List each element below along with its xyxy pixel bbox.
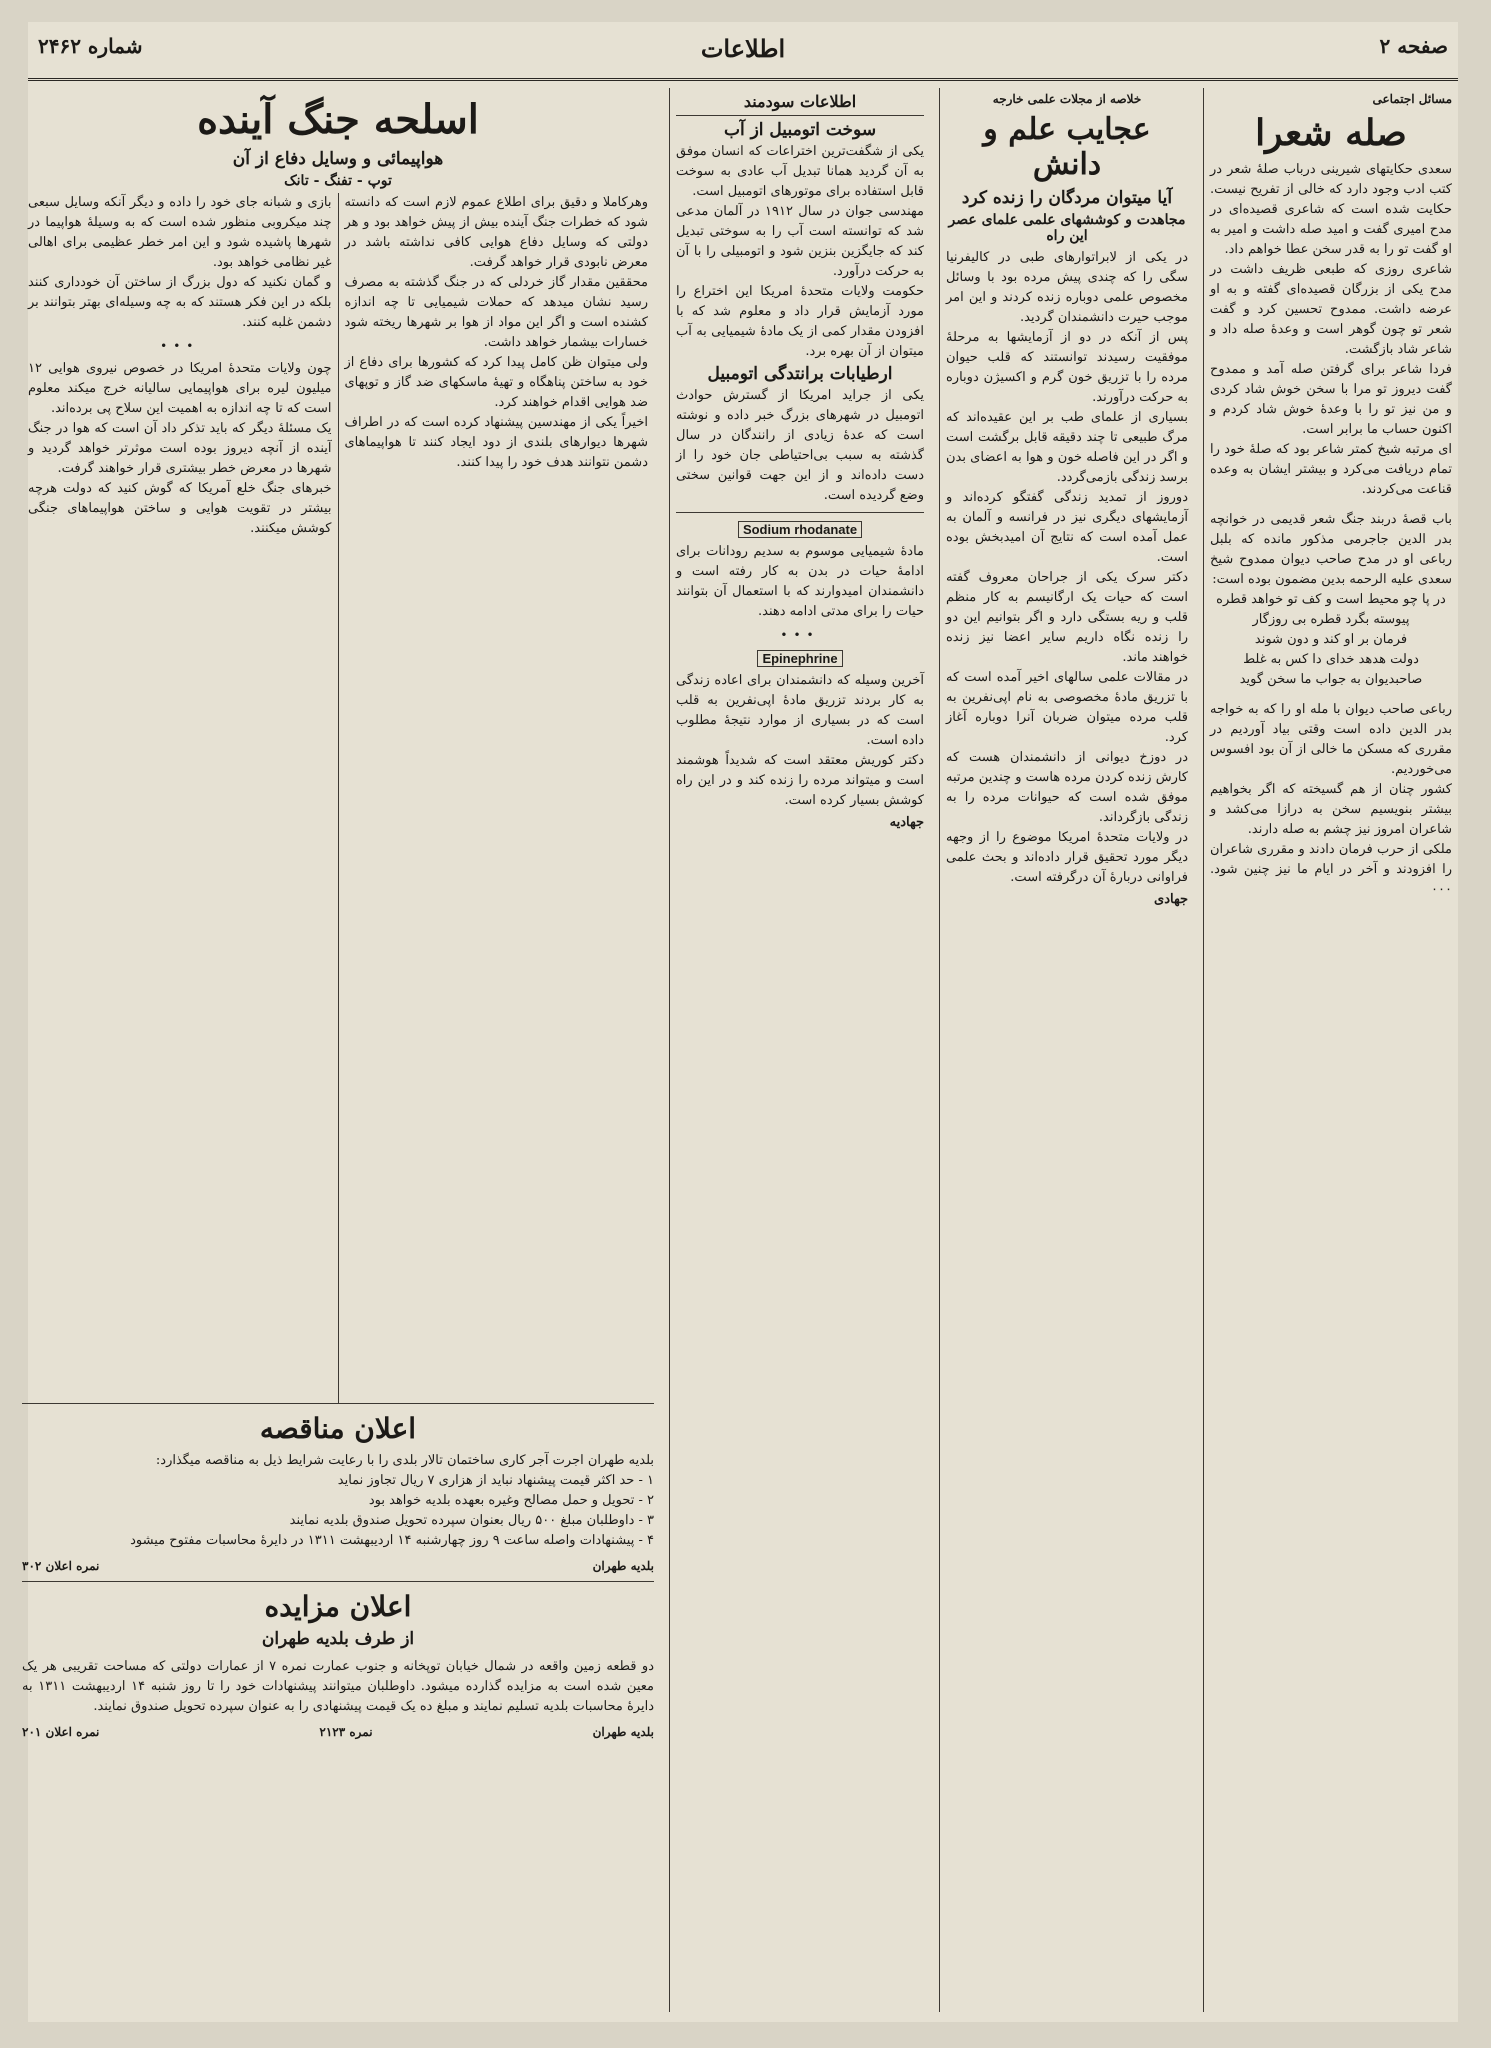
paragraph: رباعی صاحب دیوان با مله او را که به خواجه بدر الدین داده است وقتی بیاد آوردیم در مقرری که مسکن ما خالی از آن بود افسوس می‌خوردیم.	[1210, 702, 1452, 777]
column-science-wonders	[940, 92, 1194, 2012]
paragraph: دوروز از تمدید زندگی گفتگو کرده‌اند و آزمایشهای دیگری نیز در فرانسه و آلمان به عمل آمده است که نتایج آن امیدبخش بوده است.	[946, 490, 1188, 565]
section-rubric: اطلاعات سودمند	[676, 92, 924, 116]
signoff: جهادیه	[889, 815, 924, 830]
paragraph: شاعری روزی که طبعی ظریف داشت در مدح یکی از بزرگان قصیده‌ای گفته و به او عرضه داشت. ممدوح تحسین کرد و گفت شعر تو چون گوهر است و وعدهٔ صله داد و شاعر شاد بازگشت.	[1210, 262, 1452, 357]
paragraph: دکتر سرک یکی از جراحان معروف گفته است که حیات یک ارگانیسم به کار منظم قلب و ریه بستگی دارد و اگر بتوانیم این دو را زنده نگاه داریم سایر اعضا نیز زنده خواهند ماند.	[946, 570, 1188, 665]
section-title: سوخت اتومبیل از آب	[723, 120, 877, 140]
auction-notice	[22, 1590, 654, 1739]
epinephrine-label: Epinephrine	[757, 650, 842, 667]
paragraph: یکی از جراید امریکا از گسترش حوادث اتومبیل در شهرهای بزرگ خبر داده و نوشته است که عدهٔ زیادی از رانندگان در سال گذشته به سبب بی‌احتیاطی جان خود را از دست داده‌اند و از این جهت قوانین سختی وضع گردیده است.	[676, 388, 924, 503]
article-body	[22, 193, 654, 1404]
section-rubric: خلاصه از مجلات علمی خارجه	[992, 92, 1142, 106]
poem-line: دولت هدهد خدای دا کس به غلط	[1243, 652, 1419, 667]
paragraph: محققین مقدار گاز خردلی که در جنگ گذشته به مصرف رسید نشان میدهد که حملات شیمیایی تا چه اندازه کشنده است و اگر این مواد از هوا بر شهرها ریخته شود خسارات بیشمار خواهد داشت.	[344, 275, 648, 350]
paragraph: آخرین وسیله که دانشمندان برای اعاده زندگی به کار بردند تزریق مادهٔ اپی‌نفرین به قلب است که در بسیاری از موارد نتیجهٔ مطلوب داده است.	[676, 673, 924, 748]
paragraph: پس از آنکه در دو از آزمایشها به مرحلهٔ موفقیت رسیدند توانستند که قلب حیوان مرده را با تزریق خون گرم و اکسیژن دوباره به حرکت درآورند.	[946, 330, 1188, 405]
page-label: صفحه ۲	[1379, 34, 1448, 58]
closing-paragraph: ملکی از حرب فرمان دادند و مقرری شاعران را افزودند و آخر در ایام ما نیز چنین شود. ۰۰۰	[1210, 842, 1452, 897]
notice-number: نمره اعلان ۳۰۲	[22, 1559, 100, 1573]
ornament: •••	[160, 339, 200, 353]
auction-ref: نمره ۲۱۲۳	[319, 1725, 373, 1739]
article-subcolumn	[338, 193, 655, 1403]
divider-rule	[676, 512, 924, 513]
paragraph: خبر‌های جنگ خلع آمریکا که گوش کنید که دولت هرچه بیشتر در تقویت هوایی و ساختن هواپیماهای جنگی کوشش میکنند.	[28, 481, 332, 536]
notice-line: بلدیه طهران اجرت آجر کاری ساختمان تالار بلدی را با رعایت شرایط ذیل به مناقصه میگذارد:	[155, 1453, 654, 1468]
article-tagline: توپ - تفنگ - تانک	[284, 173, 392, 189]
sodium-label: Sodium rhodanate	[738, 521, 862, 538]
poem-line: صاحبدیوان به جواب ما سخن گوید	[1239, 672, 1423, 687]
article-title: اسلحه جنگ آینده	[197, 96, 479, 143]
poem-line: در پا چو محیط است و کف تو خواهد قطره	[1216, 592, 1446, 607]
article-title: صله شعرا	[1255, 112, 1407, 154]
issue-number: شماره ۲۴۶۲	[38, 34, 143, 58]
paragraph: یک مسئلهٔ دیگر که باید تذکر داد آن است که هوا در جنگ آینده از آنچه دیروز بوده است موثرتر خواهد گردید و شهرها در معرض خطر بیشتری قرار خواهند گرفت.	[28, 421, 332, 476]
paragraph: سعدی حکایتهای شیرینی درباب صلهٔ شعر در کتب ادب وجود دارد که خالی از تفریح نیست. حکایت شده است که شاعری قصیده‌ای در مدح امیری گفت و امید صله داشت و امیر به او گفت تو را به قدر سخن عطا خواهم داد.	[1210, 162, 1452, 257]
paragraph: حکومت ولایات متحدهٔ امریکا این اختراع را مورد آزمایش قرار داد و معلوم شد که با افزودن مقدار کمی از یک مادهٔ شیمیایی به آب میتوان از آن بهره برد.	[676, 284, 924, 359]
paragraph: یکی از شگفت‌ترین اختراعات که انسان موفق به آن گردید همانا تبدیل آب عادی به سوخت قابل استفاده برای موتورهای اتومبیل است.	[676, 144, 924, 199]
auction-footer	[22, 1725, 654, 1739]
paragraph: و گمان نکنید که دول بزرگ از ساختن آن خودداری کنند بلکه در این فکر هستند که به چه وسیله‌ای بهتر بتوانند بر دشمن غلبه کنند.	[28, 275, 332, 330]
notice-line: ۴ - پیشنهادات واصله ساعت ۹ روز چهارشنبه ۱۴ اردیبهشت ۱۳۱۱ در دایرهٔ محاسبات مفتوح میشود	[130, 1533, 654, 1548]
poem-line: پیوسته بگرد قطره بی روزگار	[1252, 612, 1410, 627]
notice-sign: بلدیه طهران	[592, 1559, 654, 1573]
poem	[1210, 590, 1452, 690]
newspaper-page	[22, 22, 1458, 2022]
paragraph: کشور چنان از هم گسیخته که اگر بخواهیم بیشتر بنویسیم سخن به درازا می‌کشد و شاعران امروز نیز چشم به صله دارند.	[1210, 782, 1452, 837]
article-subcolumn	[22, 193, 338, 1403]
paragraph: در ولایات متحدهٔ امریکا موضوع را از وجهه دیگر مورد تحقیق قرار داده‌اند و بحث علمی فراوانی دربارهٔ آن درگرفته است.	[946, 830, 1188, 885]
auction-text: دو قطعه زمین واقعه در شمال خیابان توپخانه و جنوب عمارت نمره ۷ از عمارات دولتی که مساحت تقریبی هر یک معین شده است به مزایده گذارده میشود. داوطلبان میتوانند پیشنهادات خود را تا روز شنبه ۱۴ اردیبهشت ۱۳۱۱ به دایرهٔ محاسبات بلدیه تسلیم نمایند و مبلغ ده یک قیمت پیشنهادی را به عنوان سپرده تحویل صندوق نمایند.	[22, 1659, 654, 1714]
notice-line: ۳ - داوطلبان مبلغ ۵۰۰ ریال بعنوان سپرده تحویل صندوق بلدیه نمایند	[289, 1513, 654, 1528]
masthead	[28, 22, 1458, 81]
article-subtitle: آیا میتوان مردگان را زنده کرد	[961, 188, 1173, 208]
signoff: جهادی	[1154, 892, 1188, 907]
paragraph: اخیراً یکی از مهندسین پیشنهاد کرده است که در اطراف شهرها دیوارهای بلندی از دود ایجاد کنند تا هواپیماهای دشمن نتوانند هدف خود را پیدا کنند.	[344, 415, 648, 470]
column-useful-info	[670, 92, 930, 2012]
paragraph: بازی و شبانه جای خود را داده و دیگر آنکه وسایل سبعی چند میکروبی منظور شده است که به وسیلهٔ هواپیما در شهرها پاشیده شود و این امر خطر عظیمی برای اهالی غیر نظامی خواهد بود.	[28, 195, 332, 270]
notice-line: ۱ - حد اکثر قیمت پیشنهاد نباید از هزاری ۷ ریال تجاوز نماید	[337, 1473, 654, 1488]
poem-line: فرمان بر او کند و دون شوند	[1254, 632, 1408, 647]
paragraph: دکتر کوریش معتقد است که شدیداً هوشمند است و میتواند مرده را زنده کند و در این راه کوشش بسیار کرده است.	[676, 753, 924, 808]
paper-name: اطلاعات	[700, 34, 786, 63]
article-subtitle: مجاهدت و کوششهای علمی علمای عصر این راه	[948, 212, 1186, 244]
article-title: عجایب علم و دانش	[983, 112, 1151, 182]
paragraph: در دوزخ دیوانی از دانشمندان هست که کارش زنده کردن مرده هاست و چندین مرتبه موفق شده است که حیوانات مرده را به زندگی بازگرداند.	[946, 750, 1188, 825]
paragraph: ولی میتوان ظن کامل پیدا کرد که کشورها برای دفاع از خود به ساختن پناهگاه و تهیهٔ ماسکهای ضد گاز و توپهای ضد هوایی اقدام خواهند کرد.	[344, 355, 648, 410]
ornament: •••	[780, 628, 820, 642]
section-rubric: مسائل اجتماعی	[1372, 92, 1452, 106]
paragraph: ای مرتبه شیخ کمتر شاعر بود که صلهٔ خود را تمام دریافت می‌کرد و بیشتر ایشان به وعده قناعت می‌کردند.	[1210, 442, 1452, 497]
paragraph: مادهٔ شیمیایی موسوم به سدیم رودانات برای ادامهٔ حیات در بدن به کار رفته است و دانشمندان امیدوارند که با استعمال آن بتوانند حیات را برای مدتی ادامه دهند.	[676, 544, 924, 619]
paragraph: وهرکاملا و دقیق برای اطلاع عموم لازم است که دانسته شود که خطرات جنگ آینده بیش از پیش خواهد بود و هر دولتی که وسایل دفاع هوایی کافی نداشته باشد در معرض نابودی قرار خواهد گرفت.	[344, 195, 648, 270]
paragraph: در یکی از لابراتوارهای طبی در کالیفرنیا سگی را که چندی پیش مرده بود با وسائل مخصوص علمی دوباره زنده کردند و این امر موجب حیرت دانشمندان گردید.	[946, 250, 1188, 325]
column-poets-reward	[1204, 92, 1458, 2012]
paragraph: بسیاری از علمای طب بر این عقیده‌اند که مرگ طبیعی تا چند دقیقه قابل برگشت است و اگر در این فاصله خون و هوا به اعضای بدن برسد زندگی بازمی‌گردد.	[946, 410, 1188, 485]
notice-line: ۲ - تحویل و حمل مصالح وغیره بعهده بلدیه خواهد بود	[368, 1493, 654, 1508]
tender-notice	[22, 1412, 654, 1582]
auction-subtitle: از طرف بلدیه طهران	[261, 1629, 415, 1649]
article-subtitle: هواپیمائی و وسایل دفاع از آن	[232, 149, 444, 169]
paragraph: در مقالات علمی سالهای اخیر آمده است که با تزریق مادهٔ مخصوصی به نام اپی‌نفرین به قلب مرده میتوان ضربان آنرا دوباره آغاز کرد.	[946, 670, 1188, 745]
paragraph: مهندسی جوان در سال ۱۹۱۲ در آلمان مدعی شد که توانسته است آب را به سوختی تبدیل کند که جایگزین بنزین شود و اتومبیلی را با آن به حرکت درآورد.	[676, 204, 924, 279]
auction-title: اعلان مزایده	[264, 1590, 412, 1623]
column-future-weapons	[16, 92, 660, 2012]
section-title: ارطیابات برانتدگی اتومبیل	[707, 364, 893, 384]
auction-number: نمره اعلان ۲۰۱	[22, 1725, 100, 1739]
notice-title: اعلان مناقصه	[259, 1412, 417, 1445]
paragraph: چون ولایات متحدهٔ امریکا در خصوص نیروی هوایی ۱۲ میلیون لیره برای هواپیمایی سالیانه خرج میکند معلوم است که تا چه اندازه به اهمیت این سلاح پی برده‌اند.	[28, 361, 332, 416]
paragraph: باب قصهٔ دربند جنگ شعر قدیمی در خوانچه بدر الدین جاجرمی مذکور مانده که بلبل رباعی او در مدح صاحب دیوان ممدوح شیخ سعدی علیه الرحمه بدین مضمون بوده است:	[1210, 512, 1452, 587]
auction-sign: بلدیه طهران	[592, 1725, 654, 1739]
paragraph: فردا شاعر برای گرفتن صله آمد و ممدوح گفت دیروز تو مرا با سخن خوش شاد کردی و من نیز تو را با وعدهٔ خوش شاد کردم و اکنون حساب ما برابر است.	[1210, 362, 1452, 437]
notice-footer	[22, 1559, 654, 1573]
